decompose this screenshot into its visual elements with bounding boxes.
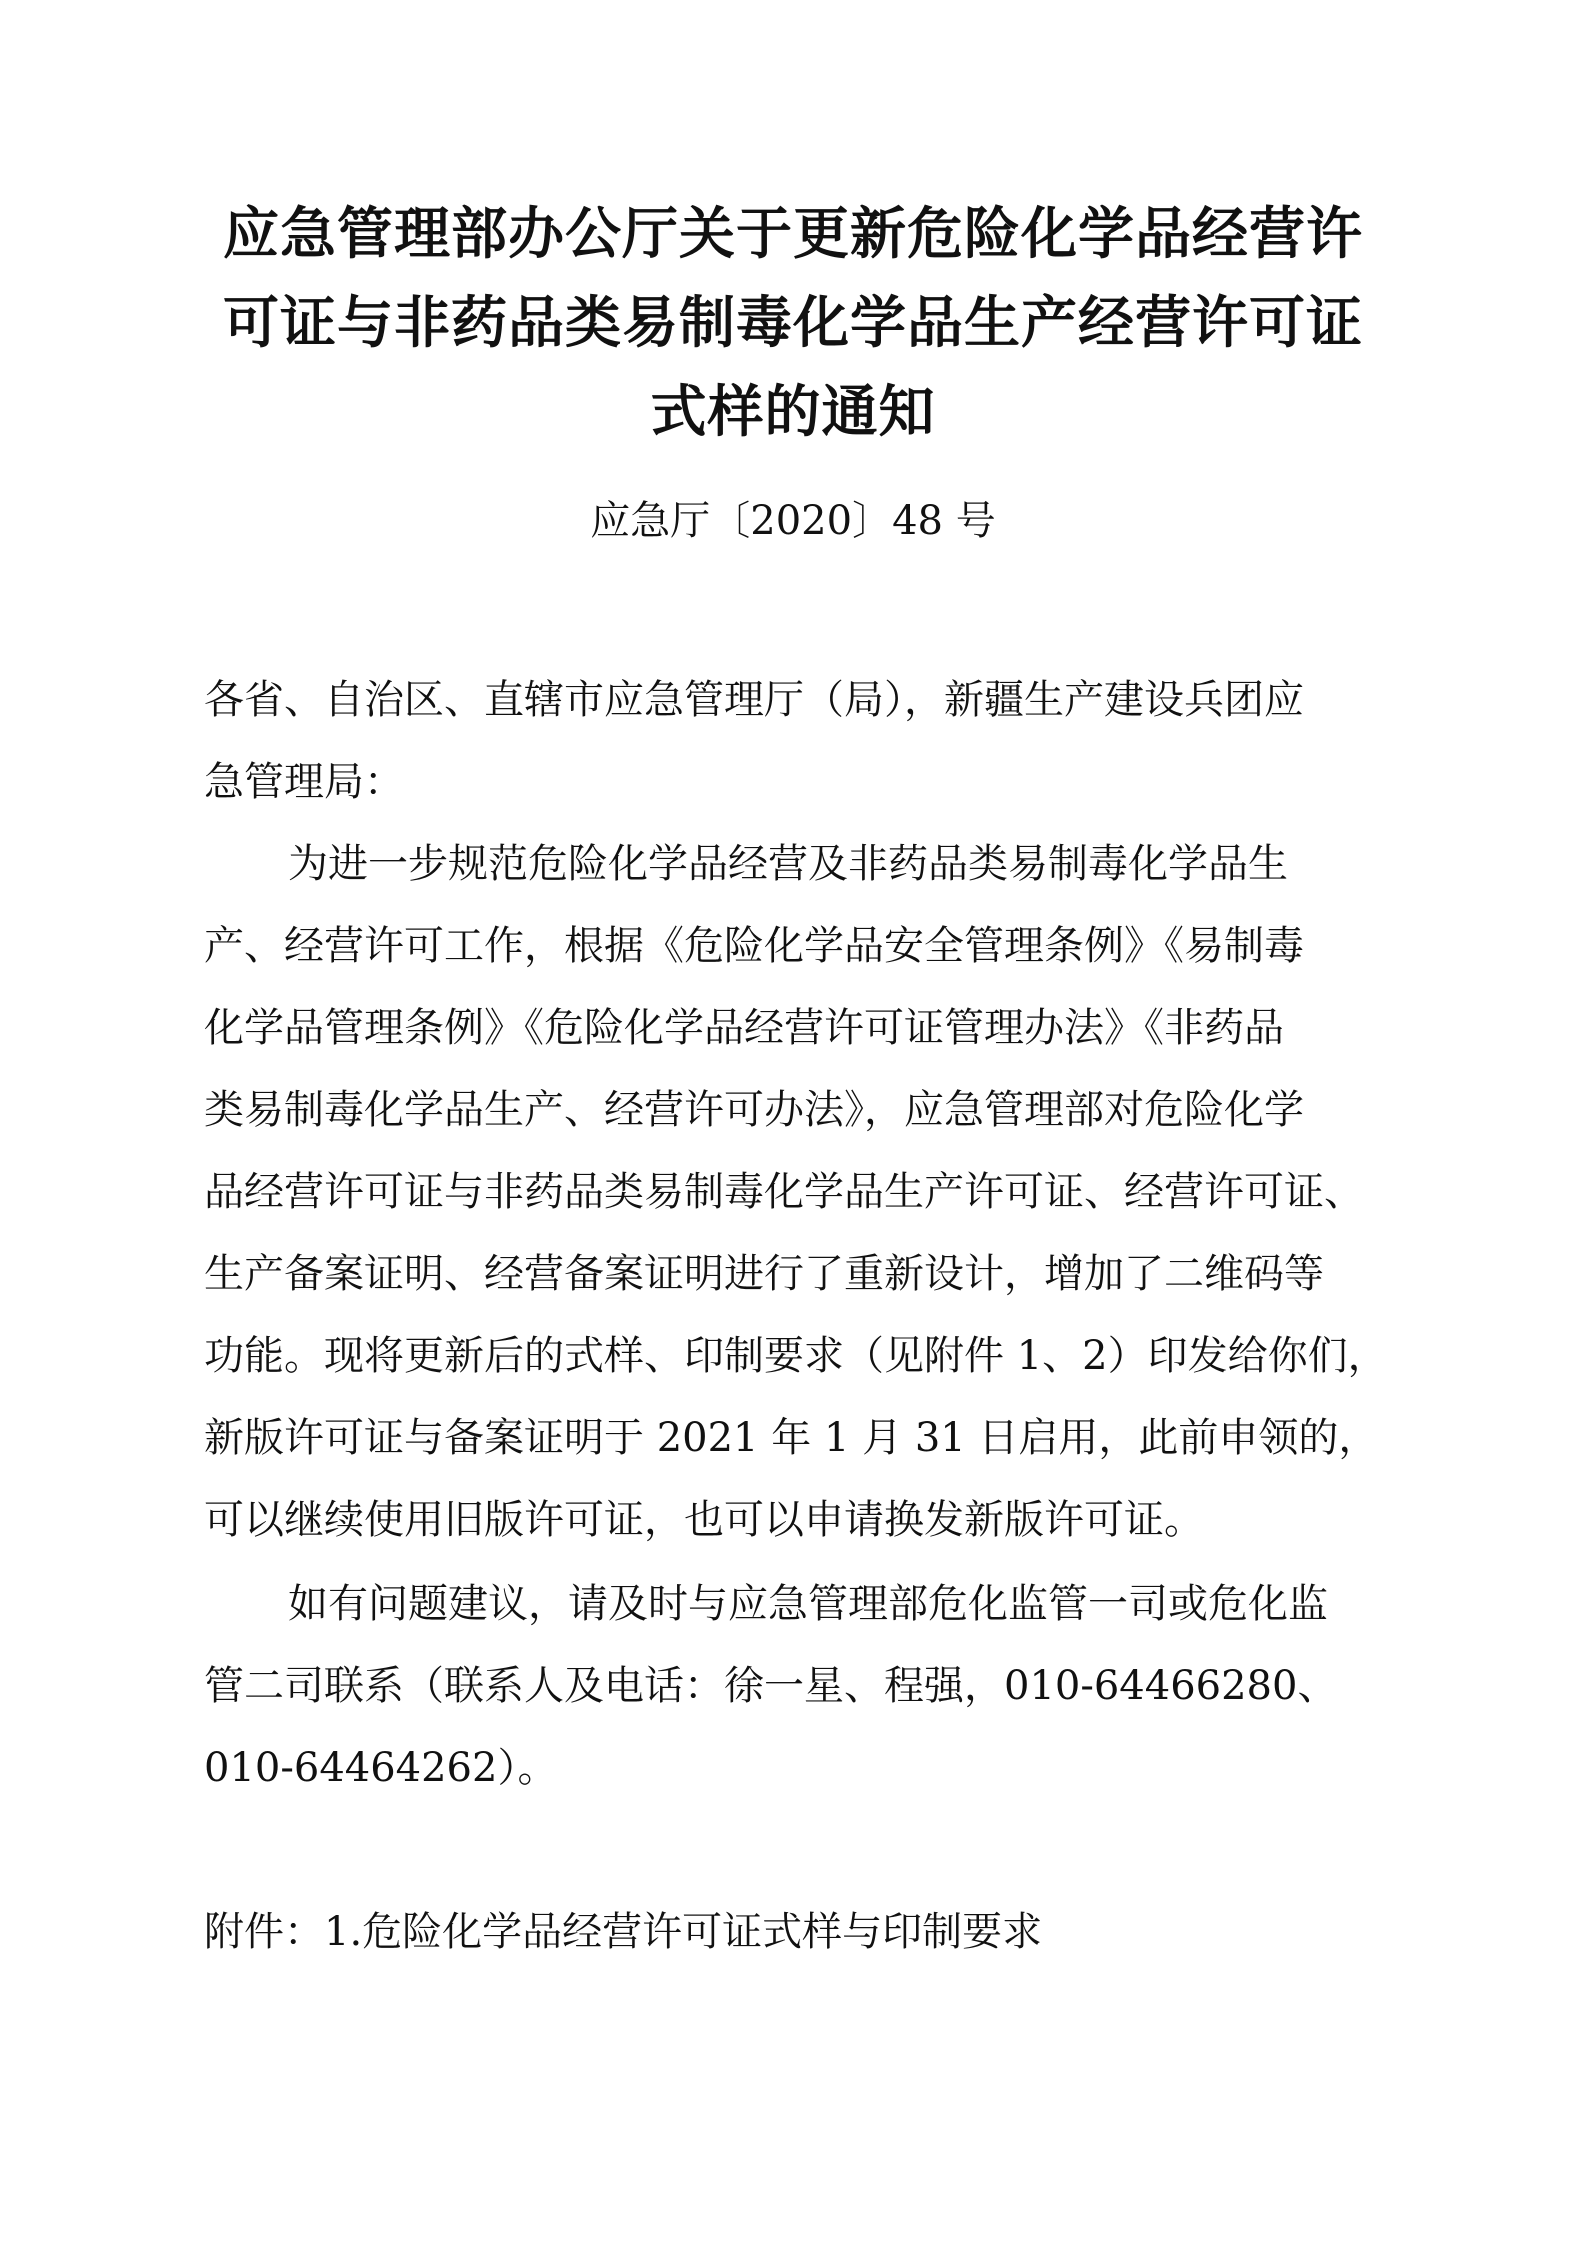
paragraph-line: 如有问题建议，请及时与应急管理部危化监管一司或危化监 [288, 1581, 1328, 1627]
attachment-line: 附件：1.危险化学品经营许可证式样与印制要求 [204, 1909, 1043, 1955]
title-line-1: 应急管理部办公厅关于更新危险化学品经营许 [223, 202, 1363, 267]
paragraph-line: 为进一步规范危险化学品经营及非药品类易制毒化学品生 [288, 841, 1288, 887]
paragraph-line: 产、经营许可工作，根据《危险化学品安全管理条例》《易制毒 [204, 923, 1304, 969]
document-number: 应急厅〔2020〕48 号 [590, 498, 996, 544]
paragraph-line: 类易制毒化学品生产、经营许可办法》，应急管理部对危险化学 [204, 1087, 1304, 1133]
document-title [200, 190, 1386, 457]
body-paragraph-1 [204, 823, 1404, 1561]
addressee-line-1: 各省、自治区、直辖市应急管理厅（局），新疆生产建设兵团应 [204, 677, 1304, 723]
paragraph-line: 010-64464262）。 [204, 1745, 558, 1791]
paragraph-line: 新版许可证与备案证明于 2021 年 1 月 31 日启用，此前申领的， [204, 1415, 1379, 1461]
body-paragraph-2 [204, 1563, 1404, 1809]
addressee-line-2: 急管理局： [204, 759, 404, 805]
paragraph-line: 化学品管理条例》《危险化学品经营许可证管理办法》《非药品 [204, 1005, 1284, 1051]
paragraph-line: 可以继续使用旧版许可证，也可以申请换发新版许可证。 [204, 1497, 1204, 1543]
title-line-3: 式样的通知 [650, 380, 936, 445]
paragraph-line: 生产备案证明、经营备案证明进行了重新设计，增加了二维码等 [204, 1251, 1324, 1297]
title-line-2: 可证与非药品类易制毒化学品生产经营许可证 [223, 291, 1363, 356]
paragraph-line: 管二司联系（联系人及电话：徐一星、程强，010-64466280、 [204, 1663, 1338, 1709]
addressee [204, 659, 1404, 823]
paragraph-line: 功能。现将更新后的式样、印制要求（见附件 1、2）印发给你们， [204, 1333, 1388, 1379]
paragraph-line: 品经营许可证与非药品类易制毒化学品生产许可证、经营许可证、 [204, 1169, 1364, 1215]
